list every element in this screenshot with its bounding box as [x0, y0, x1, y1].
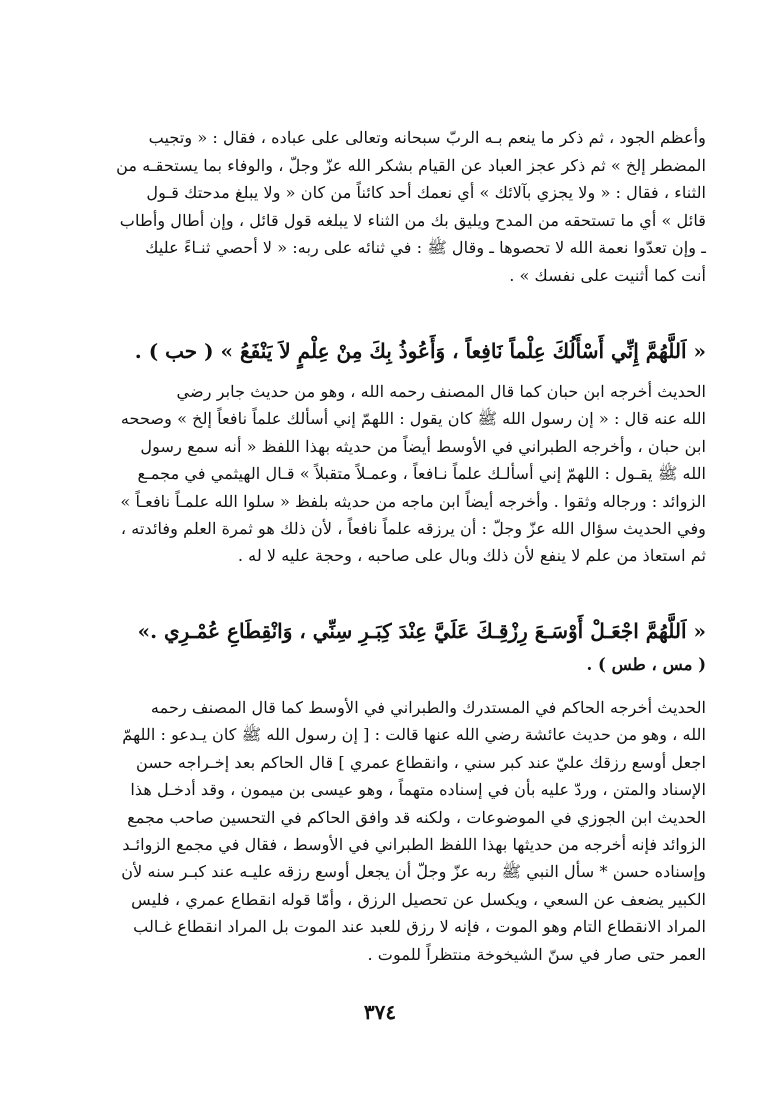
text-line: الكبير يضعف عن السعي ، ويكسل عن تحصيل الرزق ، وأمّا قوله انقطاع عمري ، فليس — [131, 889, 706, 909]
text-line: وأعظم الجود ، ثم ذكر ما ينعم بـه الربّ سبحانه وتعالى على عباده ، فقال : « وتجيب — [148, 128, 706, 147]
supplication-heading-1: « اَللَّهُمَّ إِنِّي أَسْأَلُكَ عِلْماً نَافِعاً ، وَأَعُوذُ بِكَ مِنْ عِلْمٍ لاَ يَنْفَعُ » ( حب ) . — [134, 339, 706, 363]
text-line: الله عنه قال : « إن رسول الله ﷺ كان يقول : اللهمّ إني أسألك علماً نافعاً إلخ » وصححه — [120, 409, 706, 429]
text-line: الحديث أخرجه الحاكم في المستدرك والطبراني في الأوسط كما قال المصنف رحمه — [150, 698, 706, 717]
text-line: المضطر إلخ » ثم ذكر عجز العباد عن القيام بشكر الله عزّ وجلّ ، والوفاء بما يستحقـه من — [116, 155, 706, 175]
text-line: ثم استعاذ من علم لا ينفع لأن ذلك وبال على صاحبه ، وحجة عليه لا له . — [237, 546, 706, 566]
supplication-heading-2: « اَللَّهُمَّ اجْعَـلْ أَوْسَـعَ رِزْقِـكَ عَلَيَّ عِنْدَ كِبَـرِ سِنِّي ، وَانْقِطَاعِ عُمْـرِي .» — [137, 619, 706, 643]
text-line: قائل » أي ما تستحقه من المدح ويليق بك من الثناء لا يبلغه قول قائل ، وإن أطال وأطاب — [119, 210, 706, 230]
paragraph-commentary-3 — [62, 694, 706, 968]
text-line: وفي الحديث سؤال الله عزّ وجلّ : أن يرزقه علماً نافعاً ، لأن ذلك هو ثمرة العلم وفائدته ، — [120, 519, 706, 539]
text-line: ابن حبان ، وأخرجه الطبراني في الأوسط أيضاً من حديثه بهذا اللفظ « أنه سمع رسول — [140, 436, 706, 456]
text-line: ـ وإن تعدّوا نعمة الله لا تحصوها ـ وقال ﷺ : في ثنائه على ربه: « لا أحصي ثنـاءً عليك — [145, 238, 706, 258]
text-line: الإسناد والمتن ، وردّ عليه بأن في إسناده متهماً ، وهو عيسى بن ميمون ، وقد أدخـل هذا — [130, 780, 706, 800]
text-line: الزوائد : ورجاله وثقوا . وأخرجه أيضاً ابن ماجه من حديثه بلفظ « سلوا الله علمـاً نافعـاً » — [120, 491, 706, 511]
supplication-reference: ( مس ، طس ) . — [586, 655, 706, 674]
text-line: وإسناده حسن * سأل النبي ﷺ ربه عزّ وجلّ أن يجعل أوسع رزقه عليـه عند كبـر سنه لأن — [121, 862, 706, 882]
text-line: المراد الانقطاع التام وهو الموت ، فإنه لا رزق للعبد عند الموت بل المراد انقطاع غـالب — [133, 917, 706, 937]
text-line: الحديث ابن الجوزي في الموضوعات ، ولكنه قد وافق الحاكم في التحسين صاحب مجمع — [127, 807, 706, 827]
text-line: أنت كما أثنيت على نفسك » . — [509, 265, 706, 285]
text-line: الله ﷺ يقـول : اللهمّ إني أسألـك علماً نـافعاً ، وعمـلاً متقبلاً » قـال الهيثمي في مجمـع — [137, 464, 706, 484]
text-line: اجعل أوسع رزقك عليّ عند كبر سني ، وانقطاع عمري ] قال الحاكم بعد إخـراجه حسن — [136, 752, 706, 772]
paragraph-commentary-1 — [62, 124, 706, 290]
text-line: الزوائد فإنه أخرجه من حديثها بهذا اللفظ الطبراني في الأوسط ، فقال في مجمع الزوائـد — [122, 835, 706, 855]
page-number: ٣٧٤ — [363, 1000, 397, 1024]
text-line: الحديث أخرجه ابن حبان كما قال المصنف رحمه الله ، وهو من حديث جابر رضي — [176, 382, 706, 401]
text-line: الله ، وهو من حديث عائشة رضي الله عنها قالت : [ إن رسول الله ﷺ كان يـدعو : اللهمّ — [122, 725, 706, 745]
paragraph-commentary-2 — [62, 378, 706, 570]
text-line: العمر حتى صار في سنّ الشيخوخة منتظراً للموت . — [367, 944, 706, 964]
text-line: الثناء ، فقال : « ولا يجزي بآلائك » أي نعمك أحد كائناً من كان « ولا يبلغ مدحتك قـول — [146, 183, 706, 203]
